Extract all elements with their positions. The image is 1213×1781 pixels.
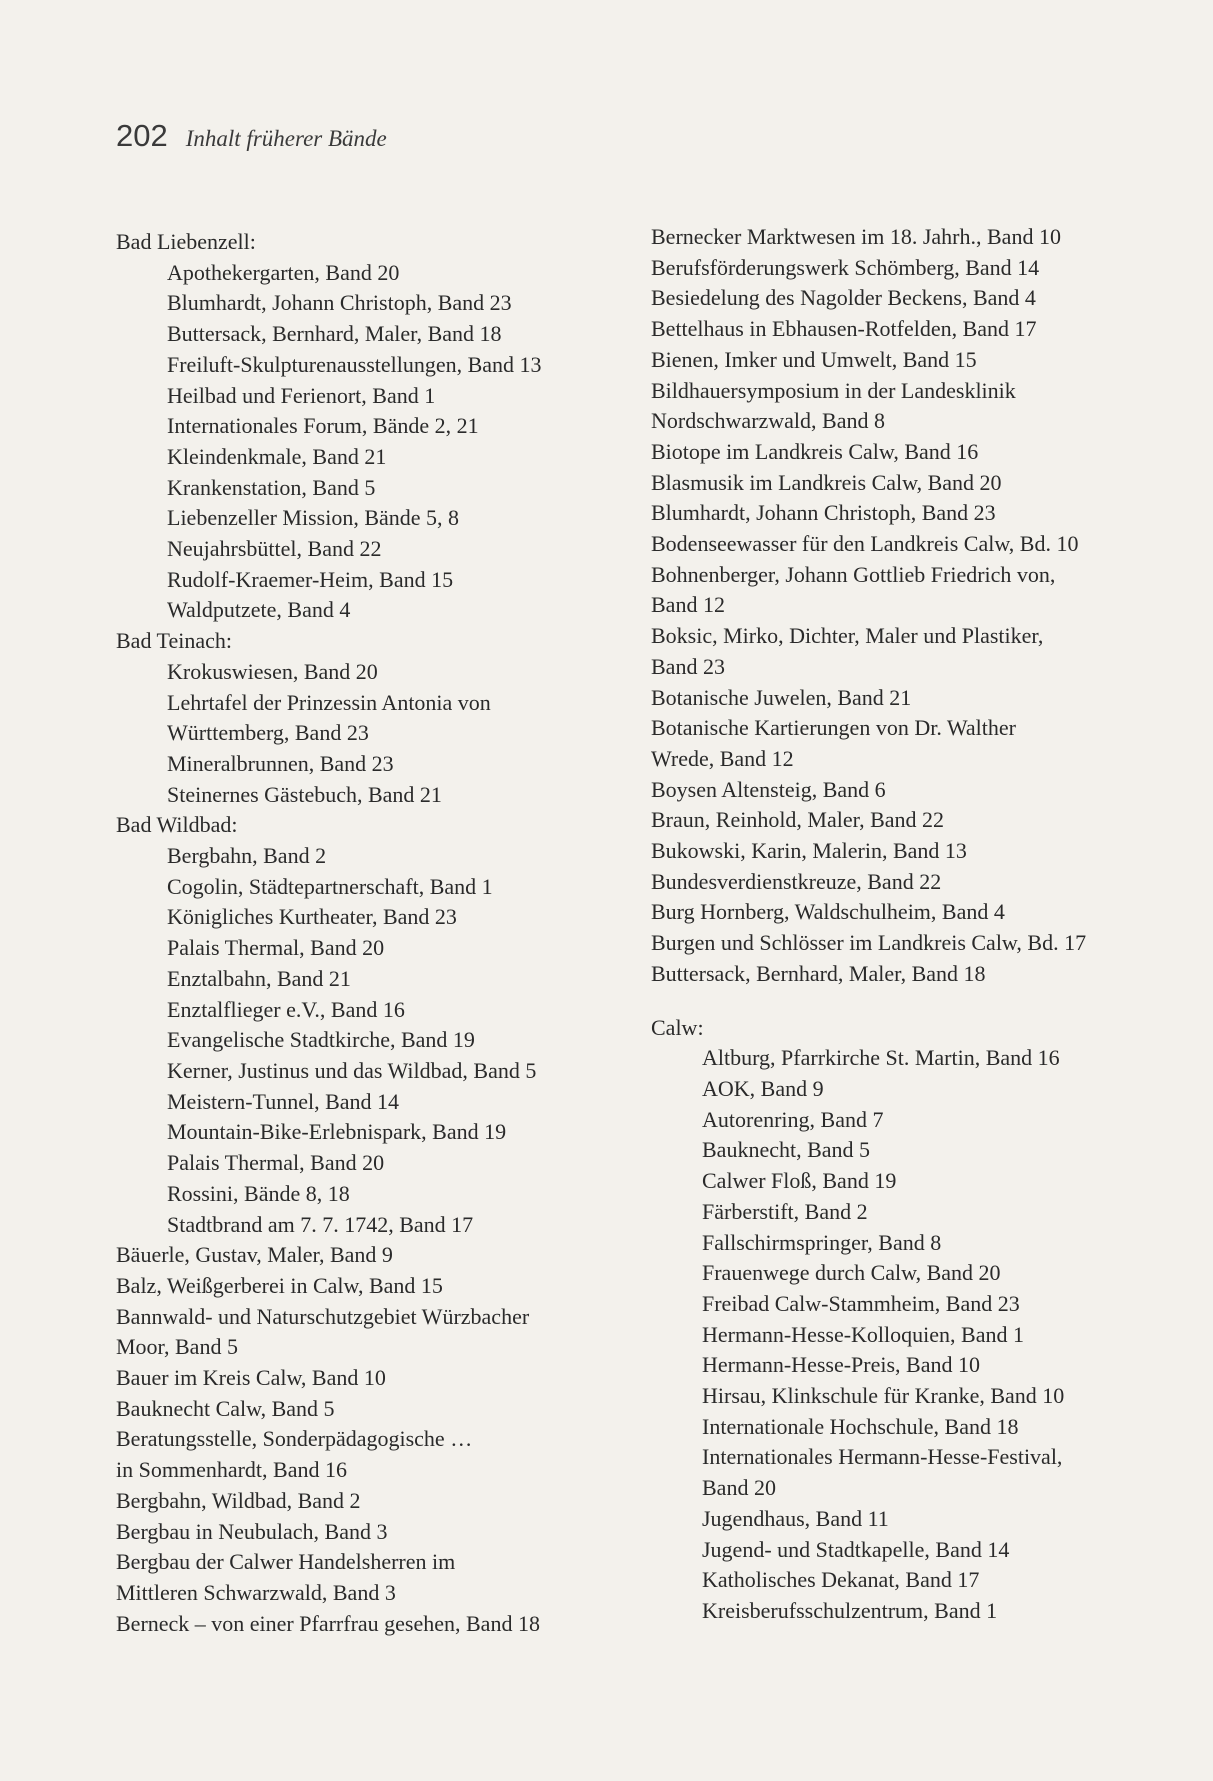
index-subentry: Jugendhaus, Band 11 <box>702 1505 889 1531</box>
index-entry: Bad Liebenzell: <box>116 229 256 254</box>
index-entry: Botanische Kartierungen von Dr. Walther <box>651 715 1016 741</box>
index-subentry: Blumhardt, Johann Christoph, Band 23 <box>167 290 512 316</box>
index-entry: Berufsförderungswerk Schömberg, Band 14 <box>651 254 1040 280</box>
index-entry: Bannwald- und Naturschutzgebiet Würzbacher <box>116 1303 530 1329</box>
index-subentry: Buttersack, Bernhard, Maler, Band 18 <box>167 321 502 347</box>
index-subentry: Enztalbahn, Band 21 <box>167 965 351 991</box>
index-entry: Bergbau der Calwer Handelsherren im <box>116 1549 456 1575</box>
index-entry: Burg Hornberg, Waldschulheim, Band 4 <box>651 899 1005 925</box>
index-subentry: Liebenzeller Mission, Bände 5, 8 <box>167 505 460 531</box>
index-entry: Beratungsstelle, Sonderpädagogische … <box>116 1426 473 1452</box>
index-subentry: Waldputzete, Band 4 <box>167 597 351 623</box>
index-subentry: Stadtbrand am 7. 7. 1742, Band 17 <box>167 1211 474 1237</box>
index-entry: Bildhauersymposium in der Landesklinik <box>651 377 1016 403</box>
index-entry: Botanische Juwelen, Band 21 <box>651 684 912 710</box>
index-entry: Bienen, Imker und Umwelt, Band 15 <box>651 346 977 372</box>
index-subentry: Enztalflieger e.V., Band 16 <box>167 996 405 1022</box>
index-entry: Calw: <box>651 1014 704 1040</box>
index-subentry: Neujahrsbüttel, Band 22 <box>167 536 382 562</box>
index-subentry: Mountain-Bike-Erlebnispark, Band 19 <box>167 1119 507 1145</box>
index-subentry: Freibad Calw-Stammheim, Band 23 <box>702 1290 1020 1316</box>
index-subentry: Evangelische Stadtkirche, Band 19 <box>167 1027 475 1053</box>
index-subentry: Jugend- und Stadtkapelle, Band 14 <box>702 1536 1010 1562</box>
index-entry: Bergbau in Neubulach, Band 3 <box>116 1518 388 1544</box>
section-gap <box>651 990 1161 1013</box>
index-subentry: Kreisberufsschulzentrum, Band 1 <box>702 1597 998 1623</box>
index-subentry: Färberstift, Band 2 <box>702 1198 868 1224</box>
index-entry: Besiedelung des Nagolder Beckens, Band 4 <box>651 285 1036 311</box>
index-entry: Burgen und Schlösser im Landkreis Calw, Bd. 17 <box>651 930 1087 956</box>
index-subentry: Fallschirmspringer, Band 8 <box>702 1229 942 1255</box>
index-entry: Moor, Band 5 <box>116 1334 238 1360</box>
index-column-right <box>651 222 1161 1627</box>
index-subentry: Palais Thermal, Band 20 <box>167 1150 385 1176</box>
index-entry: Bundesverdienstkreuze, Band 22 <box>651 868 942 894</box>
index-entry: Wrede, Band 12 <box>651 745 794 771</box>
index-subentry: Hirsau, Klinkschule für Kranke, Band 10 <box>702 1383 1065 1409</box>
index-subentry: Internationale Hochschule, Band 18 <box>702 1413 1019 1439</box>
index-subentry: Internationales Forum, Bände 2, 21 <box>167 413 479 439</box>
index-subentry: Palais Thermal, Band 20 <box>167 935 385 961</box>
index-subentry: Altburg, Pfarrkirche St. Martin, Band 16 <box>702 1045 1060 1071</box>
index-entry: Band 23 <box>651 653 725 679</box>
index-entry: Berneck – von einer Pfarrfrau gesehen, Band 18 <box>116 1610 540 1636</box>
page-header <box>116 118 387 154</box>
index-entry: Mittleren Schwarzwald, Band 3 <box>116 1579 396 1605</box>
index-subentry: Krankenstation, Band 5 <box>167 474 376 500</box>
index-subentry: Bergbahn, Band 2 <box>167 843 327 869</box>
index-subentry: Calwer Floß, Band 19 <box>702 1168 897 1194</box>
index-subentry: Rudolf-Kraemer-Heim, Band 15 <box>167 566 454 592</box>
index-subentry: Katholisches Dekanat, Band 17 <box>702 1567 980 1593</box>
index-subentry: Königliches Kurtheater, Band 23 <box>167 904 457 930</box>
index-entry: Bäuerle, Gustav, Maler, Band 9 <box>116 1242 393 1268</box>
index-subentry: Kleindenkmale, Band 21 <box>167 443 387 469</box>
index-entry: Nordschwarzwald, Band 8 <box>651 408 885 434</box>
index-subentry: Bauknecht, Band 5 <box>702 1137 871 1163</box>
index-entry: Balz, Weißgerberei in Calw, Band 15 <box>116 1272 443 1298</box>
index-subentry: Heilbad und Ferienort, Band 1 <box>167 382 436 408</box>
page-number: 202 <box>116 118 168 153</box>
index-subentry: AOK, Band 9 <box>702 1075 824 1101</box>
index-entry: Blumhardt, Johann Christoph, Band 23 <box>651 500 996 526</box>
index-subentry: Mineralbrunnen, Band 23 <box>167 750 394 776</box>
index-subentry: Freiluft-Skulpturenausstellungen, Band 13 <box>167 351 542 377</box>
index-subentry: Krokuswiesen, Band 20 <box>167 658 378 684</box>
index-entry: Bodenseewasser für den Landkreis Calw, Bd. 10 <box>651 531 1079 557</box>
index-entry: Braun, Reinhold, Maler, Band 22 <box>651 807 945 833</box>
index-entry: Buttersack, Bernhard, Maler, Band 18 <box>651 960 986 986</box>
index-subentry: Kerner, Justinus und das Wildbad, Band 5 <box>167 1057 537 1083</box>
index-subentry: Hermann-Hesse-Kolloquien, Band 1 <box>702 1321 1024 1347</box>
index-subentry: Band 20 <box>702 1475 776 1501</box>
index-entry: Biotope im Landkreis Calw, Band 16 <box>651 438 979 464</box>
index-entry: Bad Teinach: <box>116 628 232 654</box>
index-subentry: Steinernes Gästebuch, Band 21 <box>167 781 442 807</box>
index-subentry: Meistern-Tunnel, Band 14 <box>167 1088 400 1114</box>
index-subentry: Hermann-Hesse-Preis, Band 10 <box>702 1352 980 1378</box>
index-entry: Bergbahn, Wildbad, Band 2 <box>116 1487 361 1513</box>
index-entry: in Sommenhardt, Band 16 <box>116 1457 347 1483</box>
index-subentry: Rossini, Bände 8, 18 <box>167 1180 350 1206</box>
index-entry: Boksic, Mirko, Dichter, Maler und Plastiker, <box>651 623 1044 649</box>
index-subentry: Frauenwege durch Calw, Band 20 <box>702 1260 1001 1286</box>
index-entry: Bukowski, Karin, Malerin, Band 13 <box>651 838 967 864</box>
index-subentry: Württemberg, Band 23 <box>167 720 369 746</box>
index-column-left <box>116 227 636 1639</box>
index-entry: Blasmusik im Landkreis Calw, Band 20 <box>651 469 1002 495</box>
index-entry: Bettelhaus in Ebhausen-Rotfelden, Band 17 <box>651 316 1037 342</box>
index-entry: Bad Wildbad: <box>116 812 238 838</box>
index-subentry: Internationales Hermann-Hesse-Festival, <box>702 1444 1063 1470</box>
running-title: Inhalt früherer Bände <box>185 126 387 151</box>
index-entry: Bernecker Marktwesen im 18. Jahrh., Band 10 <box>651 224 1061 249</box>
index-subentry: Apothekergarten, Band 20 <box>167 259 400 285</box>
index-subentry: Autorenring, Band 7 <box>702 1106 884 1132</box>
index-entry: Bauknecht Calw, Band 5 <box>116 1395 335 1421</box>
index-entry: Band 12 <box>651 592 725 618</box>
index-entry: Bohnenberger, Johann Gottlieb Friedrich von, <box>651 561 1056 587</box>
index-entry: Bauer im Kreis Calw, Band 10 <box>116 1365 386 1391</box>
index-subentry: Cogolin, Städtepartnerschaft, Band 1 <box>167 873 493 899</box>
index-subentry: Lehrtafel der Prinzessin Antonia von <box>167 689 491 715</box>
index-entry: Boysen Altensteig, Band 6 <box>651 776 886 802</box>
